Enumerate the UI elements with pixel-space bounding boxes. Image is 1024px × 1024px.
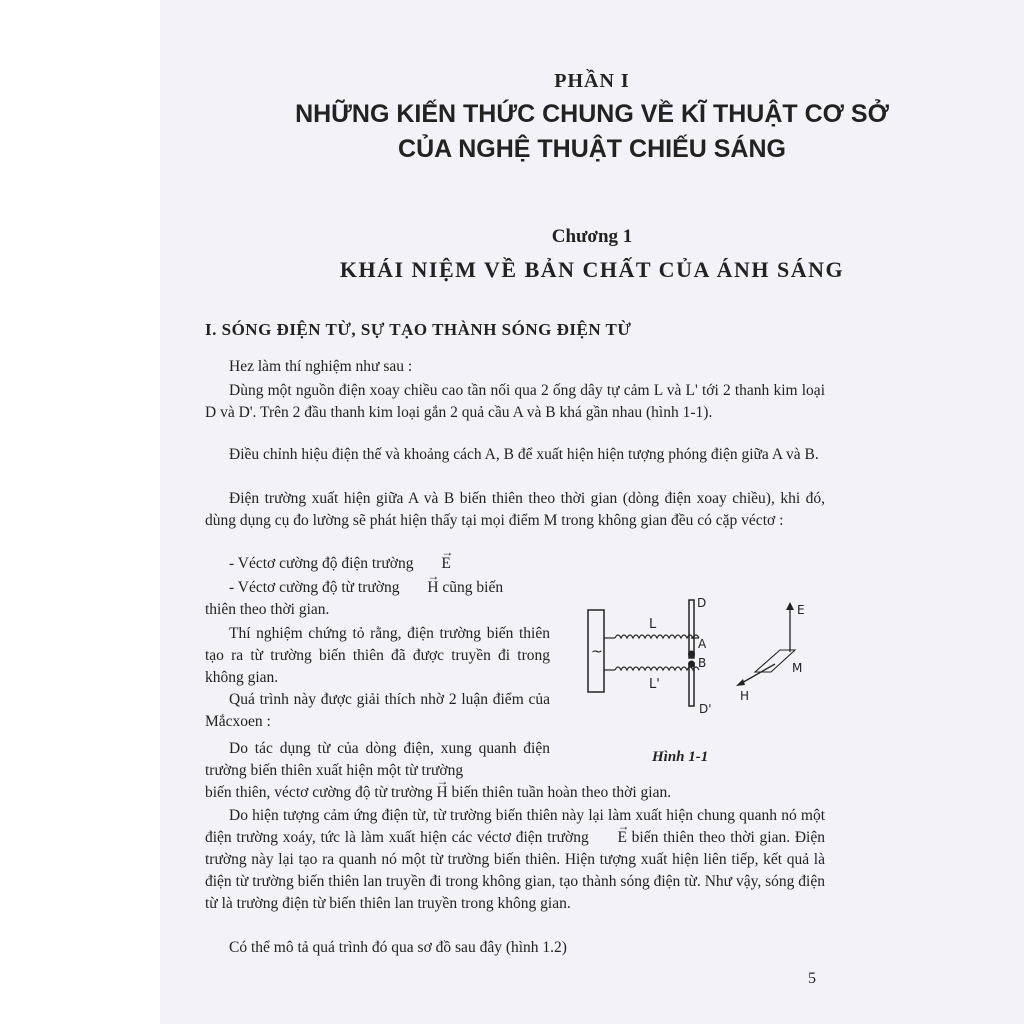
paragraph-6-text: - Véctơ cường độ từ trường bbox=[229, 579, 404, 596]
ac-source-symbol: ~ bbox=[591, 644, 603, 660]
label-l: L bbox=[649, 617, 657, 632]
paragraph-11: Có thể mô tả quá trình đó qua sơ đồ sau đây (hình 1.2) bbox=[229, 939, 567, 956]
part-heading: PHẦN I bbox=[554, 70, 630, 92]
paragraph-10 bbox=[205, 805, 825, 915]
vector-e-symbol: → E bbox=[417, 553, 450, 575]
label-e: E bbox=[797, 603, 805, 617]
hertz-apparatus-diagram bbox=[585, 592, 825, 722]
label-h: H bbox=[740, 689, 750, 703]
label-l-prime: L' bbox=[649, 677, 660, 692]
vector-h-symbol: → H bbox=[403, 577, 438, 599]
coil-l bbox=[615, 635, 699, 638]
part-title-line-2: CỦA NGHỆ THUẬT CHIẾU SÁNG bbox=[398, 135, 786, 163]
chapter-heading: Chương 1 bbox=[551, 226, 633, 247]
figure-1-1-hertz-experiment bbox=[585, 592, 825, 722]
label-m: M bbox=[792, 661, 803, 675]
rod-d bbox=[689, 600, 694, 658]
label-d-prime: D' bbox=[699, 702, 712, 716]
paragraph-10-part-a: Do hiện tượng cảm ứng điện từ, từ trường biến thiên này lại làm xuất hiện chung quanh nó một điện trường xoáy, tức là làm xuất hiện các véctơ điện trường bbox=[205, 807, 825, 846]
paragraph-6b: thiên theo thời gian. bbox=[205, 601, 330, 618]
vector-h-arrow bbox=[740, 664, 775, 684]
vector-plane bbox=[755, 650, 795, 672]
paragraph-4: Điện trường xuất hiện giữa A và B biến thiên theo thời gian (dòng điện xoay chiều), khi đó, dùng dụng cụ đo lường sẽ phát hiện thấy tại mọi điểm M trong không gian đều có cặp véctơ : bbox=[205, 490, 825, 529]
vector-e-arrowhead bbox=[786, 602, 794, 610]
section-heading: I. SÓNG ĐIỆN TỪ, SỰ TẠO THÀNH SÓNG ĐIỆN TỪ bbox=[205, 320, 632, 339]
part-title-line-1: NHỮNG KIẾN THỨC CHUNG VỀ KĨ THUẬT CƠ SỞ bbox=[295, 100, 889, 128]
paragraph-9a: Do tác dụng từ của dòng điện, xung quanh điện trường biến thiên xuất hiện một từ trường bbox=[205, 740, 550, 779]
vector-h-arrowhead bbox=[736, 679, 745, 686]
paragraph-6 bbox=[205, 577, 585, 599]
paragraph-7: Thí nghiệm chứng tỏ rằng, điện trường biến thiên tạo ra từ trường biến thiên đã được truyền đi trong không gian. bbox=[205, 625, 550, 686]
label-a: A bbox=[698, 637, 707, 651]
sphere-a bbox=[688, 651, 695, 658]
figure-caption: Hình 1-1 bbox=[652, 749, 709, 765]
label-d: D bbox=[697, 596, 707, 610]
sphere-b bbox=[688, 661, 695, 668]
paragraph-2: Dùng một nguồn điện xoay chiều cao tần nối qua 2 ống dây tự cảm L và L' tới 2 thanh kim loại D và D'. Trên 2 đầu thanh kim loại gắn 2 quả cầu A và B khá gần nhau (hình 1-1). bbox=[205, 382, 825, 421]
label-b: B bbox=[698, 656, 707, 670]
page-number: 5 bbox=[808, 970, 816, 987]
paragraph-8: Quá trình này được giải thích nhờ 2 luận điểm của Mắcxoen : bbox=[205, 691, 550, 730]
vector-h-symbol-2: → H bbox=[436, 782, 447, 804]
paragraph-9b-tail: biến thiên tuần hoàn theo thời gian. bbox=[447, 784, 672, 801]
rod-d-prime bbox=[689, 666, 694, 706]
paragraph-1: Hez làm thí nghiệm như sau : bbox=[229, 358, 413, 375]
paragraph-10-part-b: biến thiên theo thời gian. Điện trường này lại tạo ra quanh nó một từ trường biến thiên. Hiện tượng xuất hiện liên tiếp, kết quả là điện từ trường biến thiên lan truyền đi trong không gian, tạo thành sóng điện từ. Như vậy, sóng điện từ là trường điện từ biến thiên lan truyền trong không gian. bbox=[205, 829, 825, 912]
paragraph-6-tail: cũng biến bbox=[438, 579, 504, 596]
chapter-title: KHÁI NIỆM VỀ BẢN CHẤT CỦA ÁNH SÁNG bbox=[339, 257, 845, 282]
paragraph-9b-text: biến thiên, véctơ cường độ từ trường bbox=[205, 784, 437, 801]
paragraph-5-text: - Véctơ cường độ điện trường bbox=[229, 555, 418, 572]
coil-l-prime bbox=[615, 667, 699, 670]
paragraph-5 bbox=[205, 553, 585, 575]
paragraph-3: Điều chỉnh hiệu điện thế và khoảng cách A, B để xuất hiện hiện tượng phóng điện giữa A và B. bbox=[229, 446, 819, 463]
paragraph-9b bbox=[205, 782, 825, 804]
vector-e-symbol-2: → E bbox=[593, 827, 626, 849]
